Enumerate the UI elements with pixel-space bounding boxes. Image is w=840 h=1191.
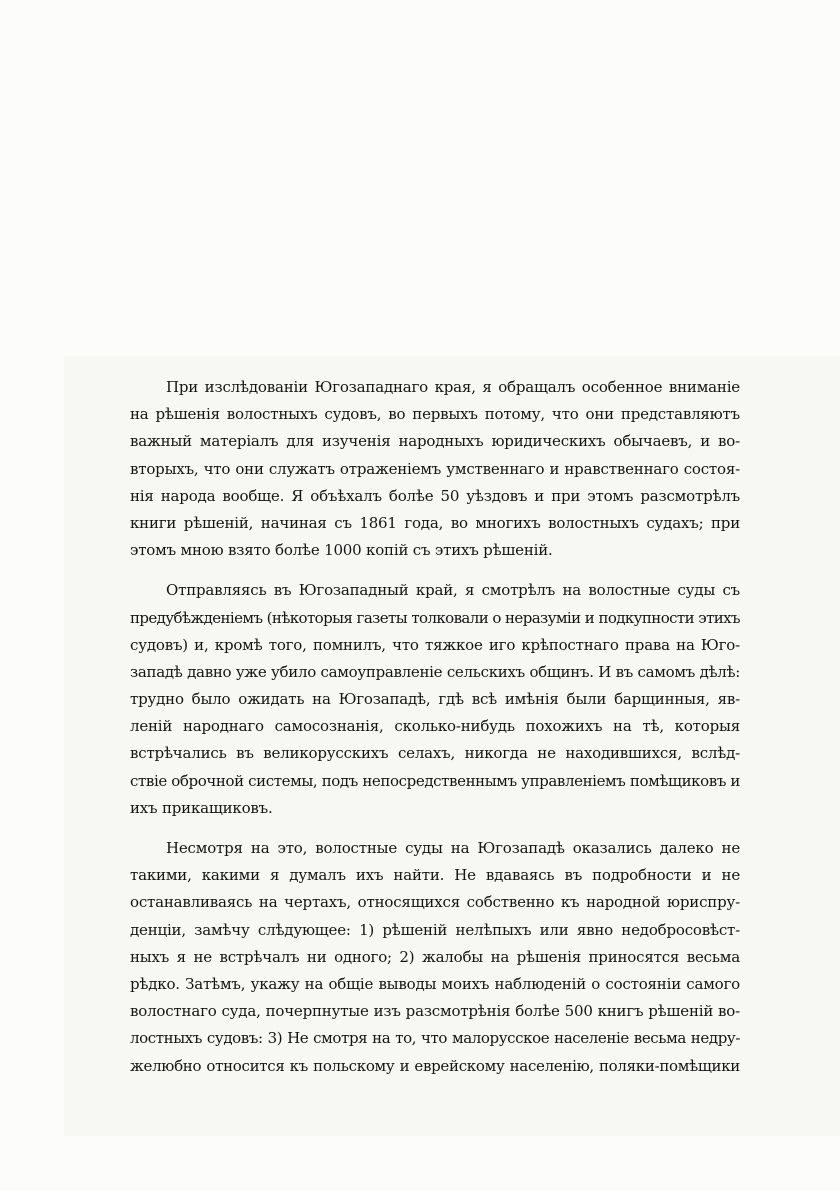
text-line: лостныхъ судовъ: 3) Не смотря на то, что малорусское населеніе весьма недру- [130,1029,740,1048]
text-line: встрѣчались въ великорусскихъ селахъ, никогда не находившихся, вслѣд- [130,744,740,763]
text-line: волостнаго суда, почерпнутые изъ разсмотрѣнія болѣе 500 книгъ рѣшеній во- [130,1002,740,1021]
text-line: ихъ прикащиковъ. [130,798,273,817]
paragraph-1 [130,374,740,564]
text-line: Отправляясь въ Югозападный край, я смотрѣлъ на волостные суды съ [166,581,740,600]
text-line: предубѣжденіемъ (нѣкоторыя газеты толковали о неразуміи и подкупности этихъ [130,608,740,627]
paragraph-2 [130,577,740,822]
document-text [130,374,740,1093]
text-line: важный матеріалъ для изученія народныхъ юридическихъ обычаевъ, и во- [130,432,740,451]
text-line: западѣ давно уже убило самоуправленіе сельскихъ общинъ. И въ самомъ дѣлѣ: [130,662,740,681]
text-line: останавливаясь на чертахъ, относящихся собственно къ народной юриспру- [130,893,740,912]
text-line: трудно было ожидать на Югозападѣ, гдѣ всѣ имѣнія были барщинныя, яв- [130,690,740,709]
text-line: леній народнаго самосознанія, сколько-нибудь похожихъ на тѣ, которыя [130,717,740,736]
text-line: на рѣшенія волостныхъ судовъ, во первыхъ потому, что они представляютъ [130,405,740,424]
text-line: При изслѣдованіи Югозападнаго края, я обращалъ особенное вниманіе [166,378,740,396]
paragraph-3 [130,835,740,1080]
text-line: ныхъ я не встрѣчалъ ни одного; 2) жалобы на рѣшенія приносятся весьма [130,947,740,966]
text-line: Несмотря на это, волостные суды на Югозападѣ оказались далеко не [166,839,740,857]
text-line: нія народа вообще. Я объѣхалъ болѣе 50 уѣздовъ и при этомъ разсмотрѣлъ [130,486,740,505]
text-line: такими, какими я думалъ ихъ найти. Не вдаваясь въ подробности и не [130,866,740,885]
text-line: книги рѣшеній, начиная съ 1861 года, во многихъ волостныхъ судахъ; при [130,513,740,532]
text-line: денціи, замѣчу слѣдующее: 1) рѣшеній нелѣпыхъ или явно недобросовѣст- [130,920,740,939]
text-line: ствіе оброчной системы, подъ непосредственнымъ управленіемъ помѣщиковъ и [130,771,740,790]
text-line: этомъ мною взято болѣе 1000 копій съ этихъ рѣшеній. [130,541,553,560]
text-line: желюбно относится къ польскому и еврейскому населенію, поляки-помѣщики [130,1056,740,1075]
text-line: рѣдко. Затѣмъ, укажу на общіе выводы моихъ наблюденій о состояніи самого [130,974,740,993]
text-line: вторыхъ, что они служатъ отраженіемъ умственнаго и нравственнаго состоя- [130,459,740,478]
text-line: судовъ) и, кромѣ того, помнилъ, что тяжкое иго крѣпостнаго права на Юго- [130,635,740,654]
